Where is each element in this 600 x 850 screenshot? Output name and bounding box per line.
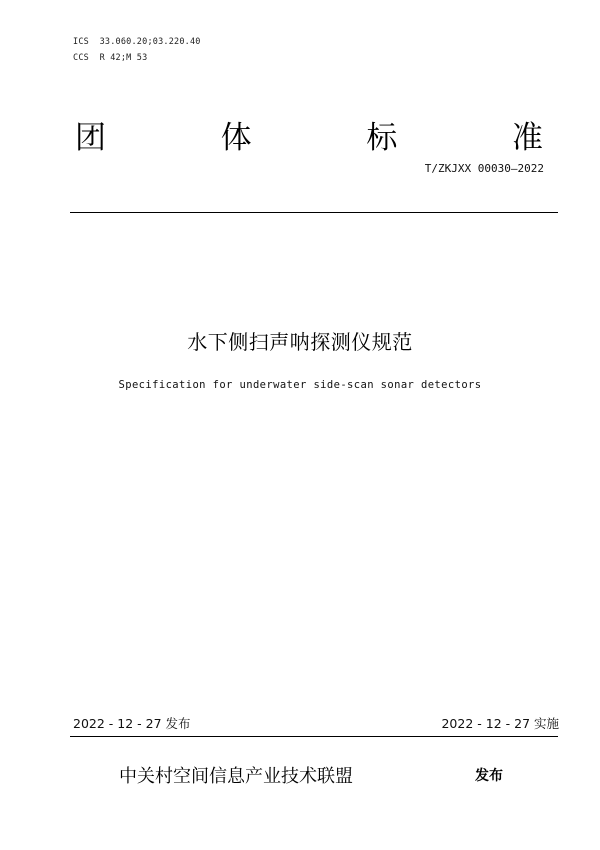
bottom-divider — [70, 736, 558, 737]
document-title-chinese: 水下侧扫声呐探测仪规范 — [187, 330, 413, 354]
heading-char-2: 体 — [220, 120, 252, 156]
ics-code: ICS 33.060.20;03.220.40 — [73, 37, 201, 47]
standard-type-heading — [75, 116, 543, 160]
publisher-name: 中关村空间信息产业技术联盟 — [119, 766, 353, 787]
heading-char-4: 准 — [511, 120, 543, 156]
classification-codes — [73, 34, 201, 66]
implementation-date: 2022 - 12 - 27 实施 — [441, 716, 559, 731]
heading-char-1: 团 — [75, 120, 106, 156]
document-title-english: Specification for underwater side-scan sonar detectors — [118, 379, 482, 391]
publish-date: 2022 - 12 - 27 发布 — [73, 716, 191, 731]
heading-char-3: 标 — [366, 120, 398, 156]
standard-number: T/ZKJXX 00030—2022 — [424, 162, 544, 175]
publish-label: 发布 — [475, 768, 503, 784]
top-divider — [70, 212, 558, 213]
ccs-code: CCS R 42;M 53 — [73, 53, 148, 63]
